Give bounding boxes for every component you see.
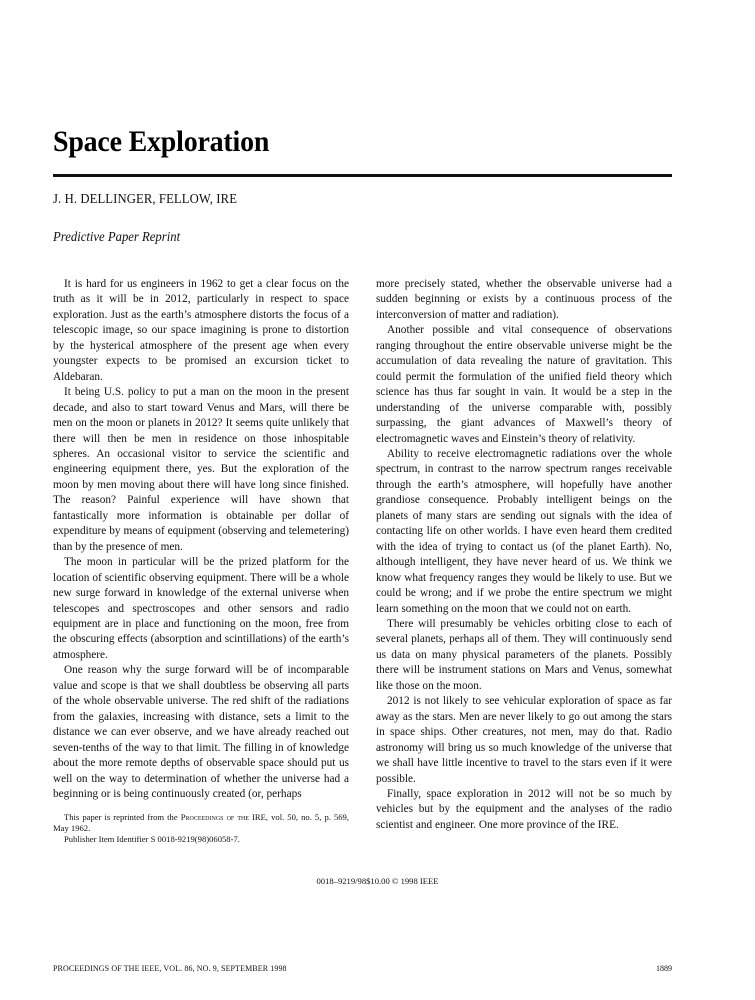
footnote-identifier: Publisher Item Identifier S 0018-9219(98)06058-7. <box>64 834 240 845</box>
paper-subtitle: Predictive Paper Reprint <box>53 229 181 244</box>
paragraph: Ability to receive electromagnetic radiations over the whole spectrum, in contrast to the narrow spectrum ranges receivable through the earth’s atmosphere, will hopefully have another grandiose consequence. Probably intelligent beings on the planets of many stars are sending out signals with the idea of contacting life on other worlds. I have even heard them credited with the idea of trying to contact us (of the planet Earth). No, although intelligent, they have never heard of us. We think we know what frequency ranges they would be likely to use. But we could be wrong; and if we probe the entire spectrum we might learn something on the moon that we could not on earth. <box>376 447 672 615</box>
paragraph: It being U.S. policy to put a man on the moon in the present decade, and also to start toward Venus and Mars, will there be men on the moon or planets in 2012? It seems quite unlikely that there will then be men in residence on those inhospitable spheres. An occasional visitor to service the scientific and engineering equipment there, yes. But the exploration of the moon by men moving about there will have long since finished. The reason? Painful experience will have shown that fantastically more information is obtainable per dollar of expenditure by means of equipment (observing and telemetering) than by the presence of men. <box>53 386 349 553</box>
footnote-reprint-source <box>53 812 349 834</box>
body-column-left <box>53 277 349 802</box>
paragraph: Finally, space exploration in 2012 will not be so much by vehicles but by the equipment and the analyses of the radio scientist and engineer. One more province of the IRE. <box>376 787 672 831</box>
copyright-notice: 0018–9219/98$10.00 © 1998 IEEE <box>316 876 439 886</box>
paragraph: 2012 is not likely to see vehicular exploration of space as far away as the stars. Men are never likely to go out among the stars in space ships. Other creatures, not men, may do that. Radio astronomy will bring us so much knowledge of the universe that we shall have little incentive to travel to the stars even if it were possible. <box>376 695 672 785</box>
footnote-prefix: This paper is reprinted from the <box>64 812 181 822</box>
author-line: J. H. DELLINGER, FELLOW, IRE <box>53 191 238 206</box>
paragraph: One reason why the surge forward will be of incomparable value and scope is that we shall doubtless be observing all parts of the whole observable universe. The red shift of the radiations from the galaxies, increasing with distance, sets a limit to the distance we can ever observe, and we have already reached out seven-tenths of the way to that limit. The filling in of knowledge about the more remote depths of observable space should put us well on the way to determination of whether the universe had a beginning or is being continuously created (or, perhaps <box>53 664 349 800</box>
paper-title: Space Exploration <box>53 125 270 158</box>
running-footer: PROCEEDINGS OF THE IEEE, VOL. 86, NO. 9, SEPTEMBER 1998 <box>53 964 287 973</box>
paragraph: Another possible and vital consequence of observations ranging throughout the entire observable universe might be the accumulation of data revealing the nature of gravitation. This could permit the formulation of the unified field theory which science has thus far sought in vain. It would be a step in the understanding of the universe comparable with, possibly surpassing, the giant advances of Maxwell’s theory of electromagnetic waves and Einstein’s theory of relativity. <box>376 324 672 445</box>
paragraph: There will presumably be vehicles orbiting close to each of several planets, perhaps all of them. They will continuously send us data on many physical parameters of the planets. Possibly there will be instrument stations on Mars and Venus, somewhat like those on the moon. <box>376 617 672 692</box>
paragraph: It is hard for us engineers in 1962 to get a clear focus on the truth as it will be in 2012, particularly in respect to space exploration. Just as the earth’s atmosphere distorts the focus of a telescopic image, so our space imagining is prone to distortion by the hysterical atmosphere of the present age when every youngster expects to be promised an excursion ticket to Aldebaran. <box>53 278 349 383</box>
paragraph: The moon in particular will be the prized platform for the location of scientific observing equipment. There will be a whole new surge forward in knowledge of the external universe when telescopes and spectroscopes and other sensors and radio equipment are in place and functioning on the moon, free from the obscuring effects (absorption and scintillations) of the earth’s atmosphere. <box>53 556 349 661</box>
title-rule <box>53 174 672 177</box>
paragraph: more precisely stated, whether the observable universe had a sudden beginning or exists by a continuous process of the interconversion of matter and radiation). <box>376 278 672 321</box>
body-column-right <box>376 277 672 833</box>
footnote-journal: Proceedings of the <box>180 812 249 822</box>
page-number: 1889 <box>656 964 672 973</box>
footnote-suffix: IRE, vol. 50, no. 5, p. 569, May 1962. <box>53 812 349 834</box>
footnote <box>53 812 349 846</box>
